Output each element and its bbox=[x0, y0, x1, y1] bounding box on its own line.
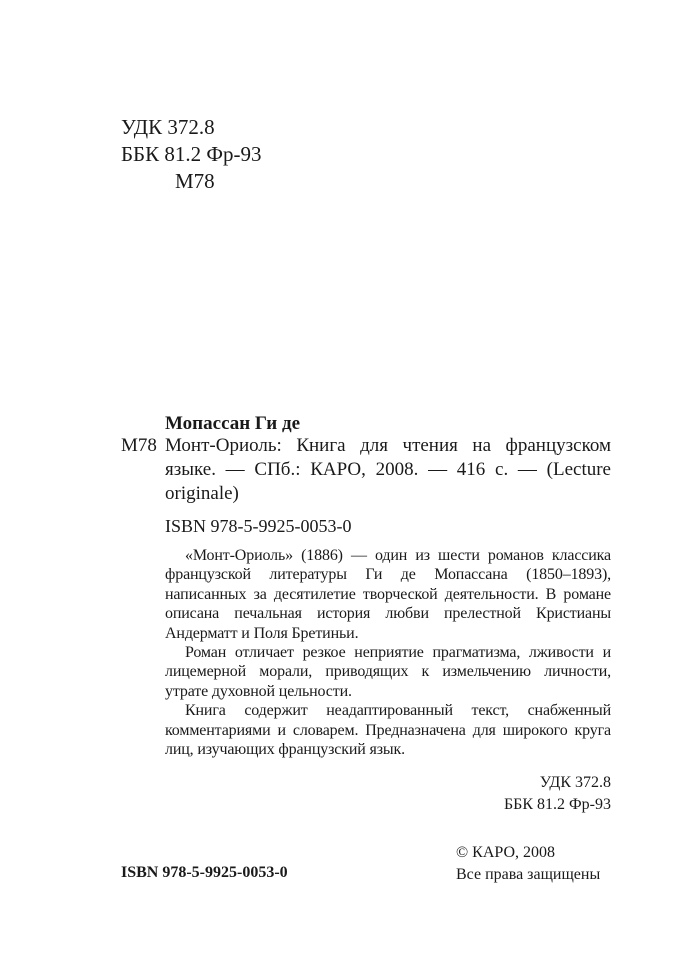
annotation-paragraph: Роман отличает резкое неприятие прагматизма, лживости и лицемерной морали, приводящих к измельчению личности, утрате духовной цельности. bbox=[165, 644, 611, 700]
bibliographic-description: Монт-Ориоль: Книга для чтения на французском языке. — СПб.: КАРО, 2008. — 416 с. — (Lecture originale) bbox=[165, 435, 611, 504]
copyright-block bbox=[456, 842, 600, 886]
footer-codes bbox=[504, 772, 611, 816]
bbk-code: ББК 81.2 Фр-93 bbox=[121, 142, 262, 166]
footer-isbn: ISBN 978-5-9925-0053-0 bbox=[121, 864, 288, 881]
author-mark: М78 bbox=[175, 169, 215, 193]
author-mark-side: М78 bbox=[121, 435, 157, 456]
annotation bbox=[165, 546, 611, 759]
udk-code: УДК 372.8 bbox=[121, 115, 215, 139]
footer-bbk: ББК 81.2 Фр-93 bbox=[503, 796, 611, 813]
isbn-number: ISBN 978-5-9925-0053-0 bbox=[165, 516, 352, 536]
copyright-notice: © КАРО, 2008 bbox=[456, 844, 556, 861]
annotation-paragraph: Книга содержит неадаптированный текст, снабженный комментариями и словарем. Предназначена для широкого круга лиц, изучающих французский язык. bbox=[165, 702, 611, 759]
classification-block bbox=[121, 114, 261, 195]
footer-udk: УДК 372.8 bbox=[539, 774, 611, 791]
author-name: Мопассан Ги де bbox=[165, 413, 301, 434]
annotation-paragraph: «Монт-Ориоль» (1886) — один из шести романов классика французской литературы Ги де Мопассана (1850–1893), написанных за десятилетие творческой деятельности. В романе описана печальная история любви прелестной Кристианы Андерматт и Поля Бретиньи. bbox=[165, 547, 611, 642]
rights-notice: Все права защищены bbox=[456, 866, 601, 883]
